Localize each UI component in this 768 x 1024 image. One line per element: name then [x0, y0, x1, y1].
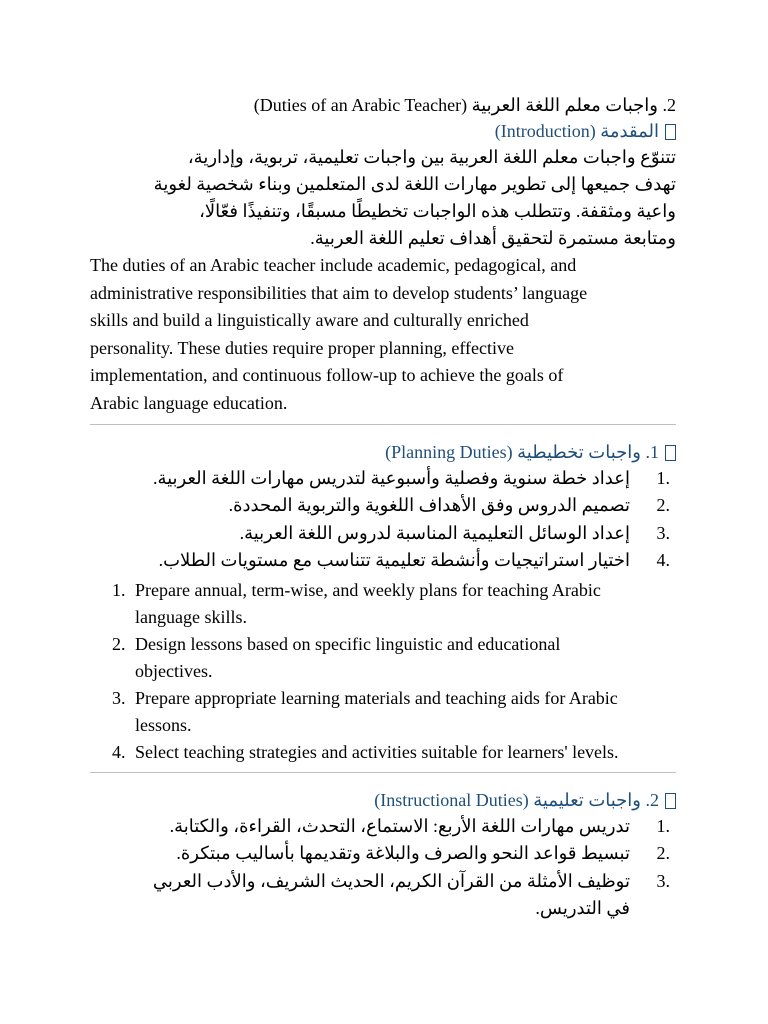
list-item — [90, 840, 676, 868]
intro-english-line: administrative responsibilities that aim to develop students’ language — [90, 282, 588, 303]
list-item — [90, 547, 676, 575]
list-item-line: lessons. — [135, 714, 192, 735]
list-item-line: Prepare appropriate learning materials and teaching aids for Arabic — [135, 687, 618, 708]
list-item-text: تدريس مهارات اللغة الأربع: الاستماع، التحدث، القراءة، والكتابة. — [169, 815, 630, 836]
list-number: 1. — [112, 579, 126, 600]
box-icon — [665, 124, 676, 140]
list-item-text: إعداد خطة سنوية وفصلية وأسبوعية لتدريس مهارات اللغة العربية. — [152, 467, 630, 488]
list-item-line: توظيف الأمثلة من القرآن الكريم، الحديث الشريف، والأدب العربي — [152, 870, 630, 891]
intro-arabic-paragraph — [90, 144, 676, 252]
planning-arabic-list — [90, 465, 676, 575]
list-item — [90, 685, 676, 739]
intro-arabic-line: واعية ومثقفة. وتتطلب هذه الواجبات تخطيطًا مسبقًا، وتنفيذًا فعّالًا، — [199, 201, 676, 221]
list-item-text: إعداد الوسائل التعليمية المناسبة لدروس اللغة العربية. — [239, 522, 630, 543]
list-item — [90, 520, 676, 548]
list-number: 1. — [656, 815, 670, 836]
list-number: 2. — [112, 633, 126, 654]
section-divider — [90, 772, 676, 773]
intro-heading — [90, 118, 676, 144]
list-item-text: تبسيط قواعد النحو والصرف والبلاغة وتقديمها بأساليب مبتكرة. — [176, 843, 630, 864]
list-item — [90, 465, 676, 493]
list-item-text: اختيار استراتيجيات وأنشطة تعليمية تتناسب مع مستويات الطلاب. — [158, 550, 630, 571]
list-item-line: language skills. — [135, 606, 247, 627]
list-item-text: تصميم الدروس وفق الأهداف اللغوية والتربوية المحددة. — [228, 495, 630, 516]
list-number: 1. — [656, 467, 670, 488]
intro-arabic-line: تتنوّع واجبات معلم اللغة العربية بين واجبات تعليمية، تربوية، وإدارية، — [187, 147, 676, 167]
list-number: 2. — [656, 843, 670, 864]
list-item-line: Prepare annual, term-wise, and weekly plans for teaching Arabic — [135, 579, 601, 600]
box-icon — [665, 793, 676, 809]
list-number: 4. — [656, 550, 670, 571]
list-item — [90, 631, 676, 685]
instructional-heading-text: 2. واجبات تعليمية (Instructional Duties) — [374, 789, 659, 810]
list-item — [90, 868, 676, 923]
document-title: 2. واجبات معلم اللغة العربية (Duties of an Arabic Teacher) — [253, 95, 676, 115]
instructional-arabic-list — [90, 813, 676, 923]
box-icon — [665, 445, 676, 461]
list-item-line: Design lessons based on specific linguistic and educational — [135, 633, 561, 654]
intro-english-line: skills and build a linguistically aware and culturally enriched — [90, 310, 529, 331]
list-number: 3. — [112, 687, 126, 708]
list-number: 4. — [112, 741, 126, 762]
planning-section — [90, 439, 676, 766]
intro-english-line: The duties of an Arabic teacher include academic, pedagogical, and — [90, 255, 577, 275]
list-number: 3. — [656, 870, 670, 891]
list-item — [90, 577, 676, 631]
list-item-line: objectives. — [135, 660, 213, 681]
intro-english-line: implementation, and continuous follow-up to achieve the goals of — [90, 365, 564, 386]
planning-heading-text: 1. واجبات تخطيطية (Planning Duties) — [385, 441, 659, 462]
document-page — [90, 92, 676, 923]
intro-english-paragraph — [90, 252, 676, 418]
intro-english-line: Arabic language education. — [90, 392, 288, 413]
list-item-line: في التدريس. — [535, 898, 630, 919]
intro-arabic-line: تهدف جميعها إلى تطوير مهارات اللغة لدى المتعلمين وبناء شخصية لغوية — [153, 174, 676, 194]
list-number: 3. — [656, 522, 670, 543]
instructional-section — [90, 787, 676, 923]
planning-english-list — [90, 577, 676, 766]
list-number: 2. — [656, 495, 670, 516]
intro-heading-text: المقدمة (Introduction) — [494, 121, 659, 141]
list-item — [90, 492, 676, 520]
section-divider — [90, 424, 676, 425]
instructional-heading — [90, 787, 676, 813]
intro-english-line: personality. These duties require proper planning, effective — [90, 337, 515, 358]
list-item — [90, 813, 676, 841]
list-item — [90, 739, 676, 766]
planning-heading — [90, 439, 676, 465]
intro-arabic-line: ومتابعة مستمرة لتحقيق أهداف تعليم اللغة العربية. — [310, 228, 676, 248]
list-item-line: Select teaching strategies and activities suitable for learners' levels. — [135, 741, 619, 762]
